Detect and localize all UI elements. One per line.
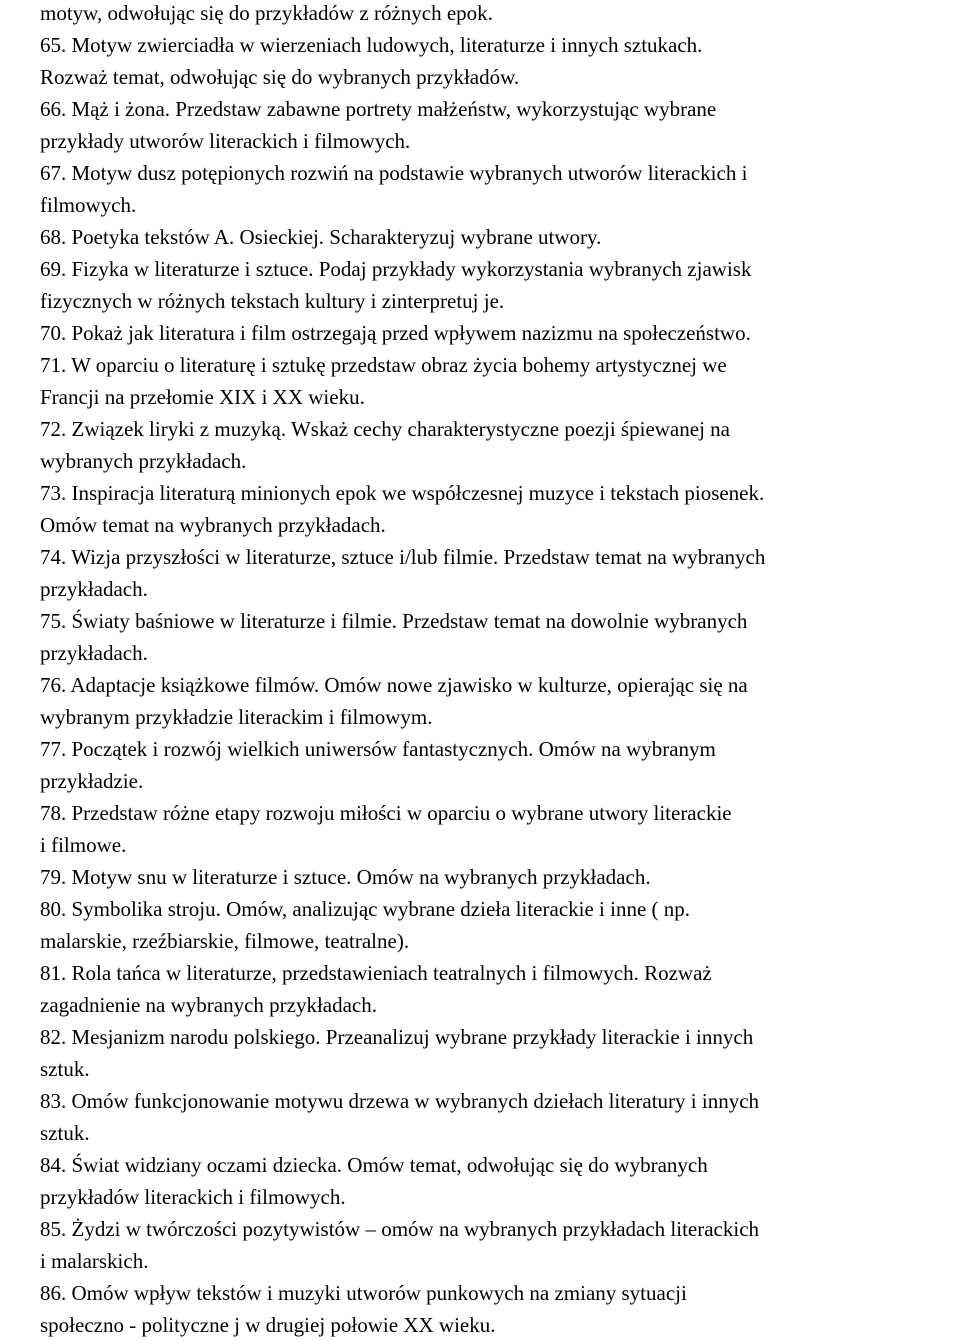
text-line: Francji na przełomie XIX i XX wieku.	[40, 385, 365, 409]
text-line: przykłady utworów literackich i filmowych.	[40, 129, 411, 153]
text-line: sztuk.	[40, 1121, 90, 1145]
topic-75: 75. Światy baśniowe w literaturze i filmie. Przedstaw temat na dowolnie wybranych	[40, 609, 748, 633]
topic-84: 84. Świat widziany oczami dziecka. Omów temat, odwołując się do wybranych	[40, 1153, 708, 1177]
text-line: społeczno - polityczne j w drugiej połowie XX wieku.	[40, 1313, 496, 1337]
topic-83: 83. Omów funkcjonowanie motywu drzewa w wybranych dziełach literatury i innych	[40, 1089, 760, 1113]
topic-79: 79. Motyw snu w literaturze i sztuce. Omów na wybranych przykładach.	[40, 865, 651, 889]
text-line: motyw, odwołując się do przykładów z różnych epok.	[40, 1, 493, 25]
topic-81: 81. Rola tańca w literaturze, przedstawieniach teatralnych i filmowych. Rozważ	[40, 961, 712, 985]
text-line: Rozważ temat, odwołując się do wybranych przykładów.	[40, 65, 520, 89]
text-line: sztuk.	[40, 1057, 90, 1081]
text-line: przykładów literackich i filmowych.	[40, 1185, 346, 1209]
text-line: Omów temat na wybranych przykładach.	[40, 513, 386, 537]
topic-68: 68. Poetyka tekstów A. Osieckiej. Scharakteryzuj wybrane utwory.	[40, 225, 602, 249]
text-line: wybranym przykładzie literackim i filmowym.	[40, 705, 433, 729]
text-line: malarskie, rzeźbiarskie, filmowe, teatralne).	[40, 929, 410, 953]
text-line: wybranych przykładach.	[40, 449, 247, 473]
text-line: przykładach.	[40, 641, 148, 665]
text-line: i malarskich.	[40, 1249, 149, 1273]
topic-74: 74. Wizja przyszłości w literaturze, sztuce i/lub filmie. Przedstaw temat na wybranych	[40, 545, 766, 569]
topic-76: 76. Adaptacje książkowe filmów. Omów nowe zjawisko w kulturze, opierając się na	[40, 673, 748, 697]
text-line: fizycznych w różnych tekstach kultury i zinterpretuj je.	[40, 289, 505, 313]
topic-70: 70. Pokaż jak literatura i film ostrzegają przed wpływem nazizmu na społeczeństwo.	[40, 321, 751, 345]
text-line: i filmowe.	[40, 833, 127, 857]
topic-82: 82. Mesjanizm narodu polskiego. Przeanalizuj wybrane przykłady literackie i innych	[40, 1025, 754, 1049]
topic-66: 66. Mąż i żona. Przedstaw zabawne portrety małżeństw, wykorzystując wybrane	[40, 97, 717, 121]
topic-77: 77. Początek i rozwój wielkich uniwersów fantastycznych. Omów na wybranym	[40, 737, 716, 761]
text-line: przykładach.	[40, 577, 148, 601]
text-line: przykładzie.	[40, 769, 144, 793]
topic-69: 69. Fizyka w literaturze i sztuce. Podaj przykłady wykorzystania wybranych zjawisk	[40, 257, 752, 281]
topic-73: 73. Inspiracja literaturą minionych epok we współczesnej muzyce i tekstach piosenek.	[40, 481, 765, 505]
topic-86: 86. Omów wpływ tekstów i muzyki utworów punkowych na zmiany sytuacji	[40, 1281, 687, 1305]
text-line: filmowych.	[40, 193, 137, 217]
topic-67: 67. Motyw dusz potępionych rozwiń na podstawie wybranych utworów literackich i	[40, 161, 748, 185]
text-line: zagadnienie na wybranych przykładach.	[40, 993, 378, 1017]
topic-80: 80. Symbolika stroju. Omów, analizując wybrane dzieła literackie i inne ( np.	[40, 897, 691, 921]
topic-71: 71. W oparciu o literaturę i sztukę przedstaw obraz życia bohemy artystycznej we	[40, 353, 727, 377]
topic-85: 85. Żydzi w twórczości pozytywistów – omów na wybranych przykładach literackich	[40, 1217, 760, 1241]
topic-72: 72. Związek liryki z muzyką. Wskaż cechy charakterystyczne poezji śpiewanej na	[40, 417, 730, 441]
topic-65: 65. Motyw zwierciadła w wierzeniach ludowych, literaturze i innych sztukach.	[40, 33, 703, 57]
topic-78: 78. Przedstaw różne etapy rozwoju miłości w oparciu o wybrane utwory literackie	[40, 801, 732, 825]
